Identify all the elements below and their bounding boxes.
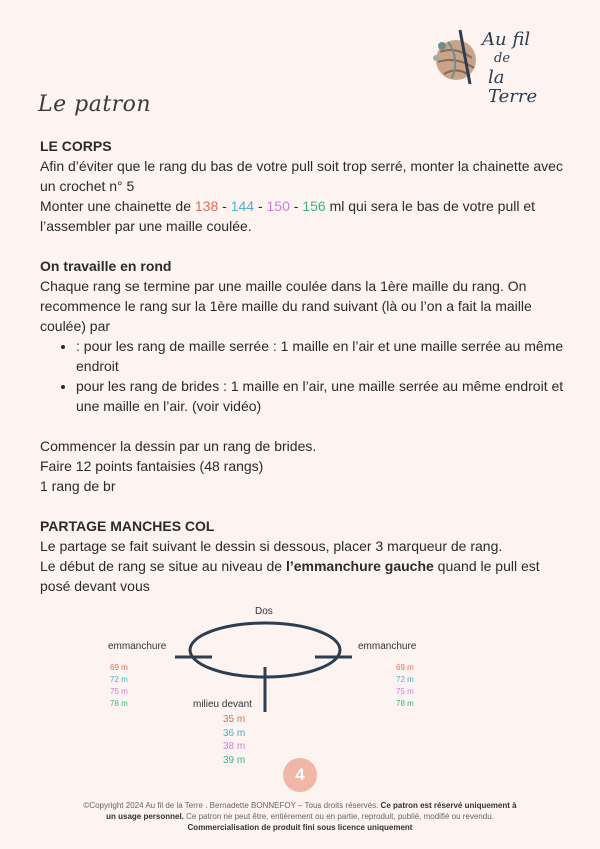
logo-line-3: la Terre <box>488 67 538 107</box>
dos-label: Dos <box>255 606 273 617</box>
left-value-1: 69 m <box>110 663 128 672</box>
footer-copyright: ©Copyright 2024 Au fil de la Terre . Bernadette BONNEFOY – Tous droits réservés. Ce patron est réservé uniquement à un usage personnel. Ce patron ne peut être, entièrement ou en partie, reproduit, publié, modifié ou revendu. Commercialisation de produit fini sous licence uniquement <box>83 801 517 832</box>
partage-heading: PARTAGE MANCHES COL <box>40 518 215 534</box>
right-emmanchure-label: emmanchure <box>358 641 417 652</box>
right-value-3: 75 m <box>396 687 414 696</box>
page-title: Le patron <box>38 92 152 117</box>
instruction-line: Faire 12 points fantaisies (48 rangs) <box>40 458 264 474</box>
main-content <box>40 136 570 596</box>
list-item: • : pour les rang de maille serrée : 1 maille en l’air et une maille serrée au même endroit <box>76 336 570 376</box>
page-number: 4 <box>283 758 317 792</box>
left-emmanchure-label: emmanchure <box>108 641 167 652</box>
left-value-4: 78 m <box>110 699 128 708</box>
corps-heading: LE CORPS <box>40 138 112 154</box>
rond-paragraph: Chaque rang se termine par une maille coulée dans la 1ère maille du rang. On recommence le rang sur la 1ère maille du rand suivant (là ou l’on a fait la maille coulée) par <box>40 278 532 334</box>
rond-heading: On travaille en rond <box>40 258 172 274</box>
left-value-3: 75 m <box>110 687 128 696</box>
size-1: 138 <box>194 198 219 214</box>
size-2: 144 <box>230 198 255 214</box>
right-value-2: 72 m <box>396 675 414 684</box>
instruction-line: 1 rang de br <box>40 478 116 494</box>
size-4: 156 <box>302 198 326 214</box>
right-value-4: 78 m <box>396 699 414 708</box>
yarn-ball-icon <box>430 28 484 86</box>
logo-line-2: de <box>494 51 511 66</box>
size-3: 150 <box>266 198 290 214</box>
milieu-devant-label: milieu devant <box>193 699 252 710</box>
front-value-4: 39 m <box>223 755 246 766</box>
partage-diagram <box>0 600 600 770</box>
front-value-1: 35 m <box>223 714 246 725</box>
partage-paragraph-1: Le partage se fait suivant le dessin si dessous, placer 3 marqueur de rang. <box>40 538 503 554</box>
instruction-line: Commencer la dessin par un rang de brides. <box>40 438 317 454</box>
logo-line-1: Au fil <box>482 29 531 50</box>
partage-paragraph-2: Le début de rang se situe au niveau de l’emmanchure gauche quand le pull est posé devant vous <box>40 558 540 594</box>
right-value-1: 69 m <box>396 663 414 672</box>
front-value-2: 36 m <box>223 728 246 739</box>
corps-paragraph-2: Monter une chainette de 138 - 144 - 150 - 156 ml qui sera le bas de votre pull et l’assembler par une maille coulée. <box>40 198 536 234</box>
list-item: • pour les rang de brides : 1 maille en l’air, une maille serrée au même endroit et une maille en l’air. (voir vidéo) <box>76 376 570 416</box>
rond-list <box>40 336 570 416</box>
front-value-3: 38 m <box>223 741 246 752</box>
corps-paragraph-1: Afin d’éviter que le rang du bas de votre pull soit trop serré, monter la chainette avec un crochet n° 5 <box>40 158 563 194</box>
brand-logo <box>430 26 554 107</box>
left-value-2: 72 m <box>110 675 128 684</box>
